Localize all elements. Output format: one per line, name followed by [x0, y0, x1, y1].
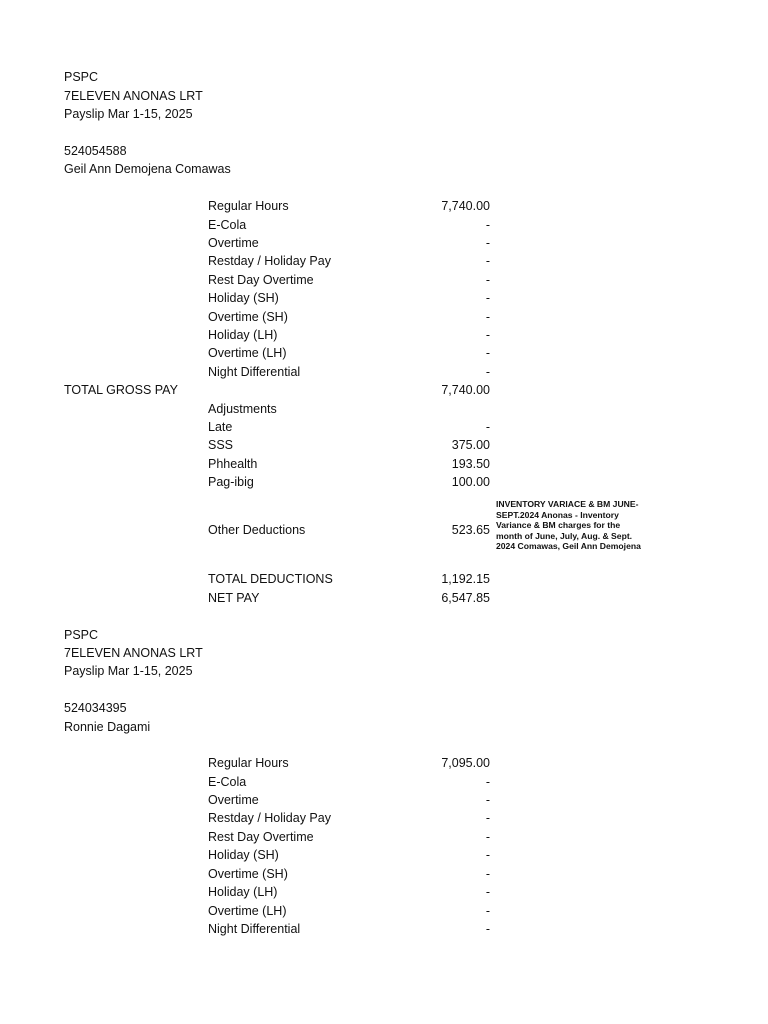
earning-label: Overtime (LH) — [208, 346, 287, 360]
earning-value: - — [485, 885, 490, 899]
earning-value: - — [485, 364, 490, 379]
deduction-row — [0, 473, 768, 491]
earning-label: Rest Day Overtime — [208, 829, 314, 844]
total-deductions-row — [0, 570, 768, 588]
deduction-row — [0, 455, 768, 473]
earning-value: - — [485, 829, 490, 844]
earning-value: - — [485, 848, 490, 862]
deduction-label: SSS — [208, 438, 234, 452]
earning-row — [0, 773, 768, 791]
earning-label: Regular Hours — [208, 756, 289, 770]
branch-name: 7ELEVEN ANONAS LRT — [64, 646, 203, 660]
net-pay-label: NET PAY — [208, 590, 260, 605]
earning-row — [0, 197, 768, 215]
earning-value: - — [485, 291, 490, 305]
other-deductions-value: 523.65 — [451, 523, 490, 537]
net-pay-row — [0, 589, 768, 607]
earning-row — [0, 828, 768, 846]
earning-label: Holiday (SH) — [208, 291, 279, 305]
earning-label: Overtime (SH) — [208, 309, 288, 324]
earning-label: Holiday (SH) — [208, 848, 279, 862]
company-name: PSPC — [64, 70, 99, 84]
earning-row — [0, 289, 768, 307]
earning-row — [0, 920, 768, 938]
earning-label: Regular Hours — [208, 199, 289, 213]
deduction-value: 100.00 — [451, 475, 490, 489]
deduction-value: - — [485, 419, 490, 434]
total-gross-label: TOTAL GROSS PAY — [64, 383, 178, 397]
deduction-row — [0, 418, 768, 436]
employee-name: Geil Ann Demojena Comawas — [64, 162, 231, 176]
deduction-label: Phhealth — [208, 456, 258, 471]
other-deductions-label: Other Deductions — [208, 523, 306, 537]
earning-label: Night Differential — [208, 921, 301, 936]
deduction-value: 193.50 — [451, 456, 490, 471]
earning-row — [0, 271, 768, 289]
deduction-row — [0, 436, 768, 454]
other-deductions-note: INVENTORY VARIACE & BM JUNE-SEPT.2024 Anonas - Inventory Variance & BM charges for the month of June, July, Aug. & Sept. 2024 Comawas, Geil Ann Demojena — [496, 499, 641, 552]
earning-label: Holiday (LH) — [208, 327, 278, 342]
earning-row — [0, 846, 768, 864]
earning-value: - — [485, 327, 490, 342]
earning-label: Holiday (LH) — [208, 885, 278, 899]
earning-value: 7,095.00 — [441, 756, 490, 770]
earning-label: Night Differential — [208, 364, 301, 379]
earning-value: - — [485, 774, 490, 789]
earning-row — [0, 363, 768, 381]
earning-value: - — [485, 254, 490, 268]
deduction-label: Late — [208, 419, 233, 434]
earning-row — [0, 754, 768, 772]
earning-label: Overtime — [208, 236, 259, 250]
earning-value: - — [485, 272, 490, 287]
earning-label: Overtime — [208, 793, 259, 807]
earning-label: Rest Day Overtime — [208, 272, 314, 287]
earning-value: - — [485, 217, 490, 232]
adjustments-label: Adjustments — [208, 401, 277, 416]
earning-row — [0, 308, 768, 326]
deduction-label: Pag-ibig — [208, 475, 254, 489]
earning-label: Overtime (SH) — [208, 866, 288, 881]
earning-row — [0, 326, 768, 344]
earning-label: E-Cola — [208, 774, 247, 789]
earning-value: - — [485, 309, 490, 324]
adjustments-row — [0, 400, 768, 418]
company-name: PSPC — [64, 627, 99, 642]
total-deductions-value: 1,192.15 — [441, 571, 490, 586]
earning-row — [0, 883, 768, 901]
earning-value: - — [485, 236, 490, 250]
payslip-period: Payslip Mar 1-15, 2025 — [64, 107, 193, 121]
earning-value: - — [485, 921, 490, 936]
total-gross-row — [0, 381, 768, 399]
earning-value: - — [485, 811, 490, 825]
earning-label: E-Cola — [208, 217, 247, 232]
earning-row — [0, 809, 768, 827]
employee-id: 524054588 — [64, 144, 127, 158]
employee-id: 524034395 — [64, 701, 127, 715]
earning-label: Overtime (LH) — [208, 903, 287, 918]
earning-row — [0, 902, 768, 920]
deduction-value: 375.00 — [451, 438, 490, 452]
earning-row — [0, 865, 768, 883]
total-deductions-label: TOTAL DEDUCTIONS — [208, 571, 333, 586]
earning-value: - — [485, 346, 490, 360]
earning-value: - — [485, 866, 490, 881]
branch-name: 7ELEVEN ANONAS LRT — [64, 89, 203, 103]
earning-label: Restday / Holiday Pay — [208, 254, 331, 268]
earning-row — [0, 234, 768, 252]
earning-value: 7,740.00 — [441, 199, 490, 213]
earning-row — [0, 216, 768, 234]
earning-row — [0, 791, 768, 809]
earning-value: - — [485, 793, 490, 807]
payslip-period: Payslip Mar 1-15, 2025 — [64, 664, 193, 678]
earning-value: - — [485, 903, 490, 918]
total-gross-value: 7,740.00 — [441, 383, 490, 397]
net-pay-value: 6,547.85 — [441, 590, 490, 605]
other-deductions-row — [0, 521, 768, 539]
earning-row — [0, 344, 768, 362]
earning-label: Restday / Holiday Pay — [208, 811, 331, 825]
employee-name: Ronnie Dagami — [64, 719, 151, 734]
earning-row — [0, 252, 768, 270]
